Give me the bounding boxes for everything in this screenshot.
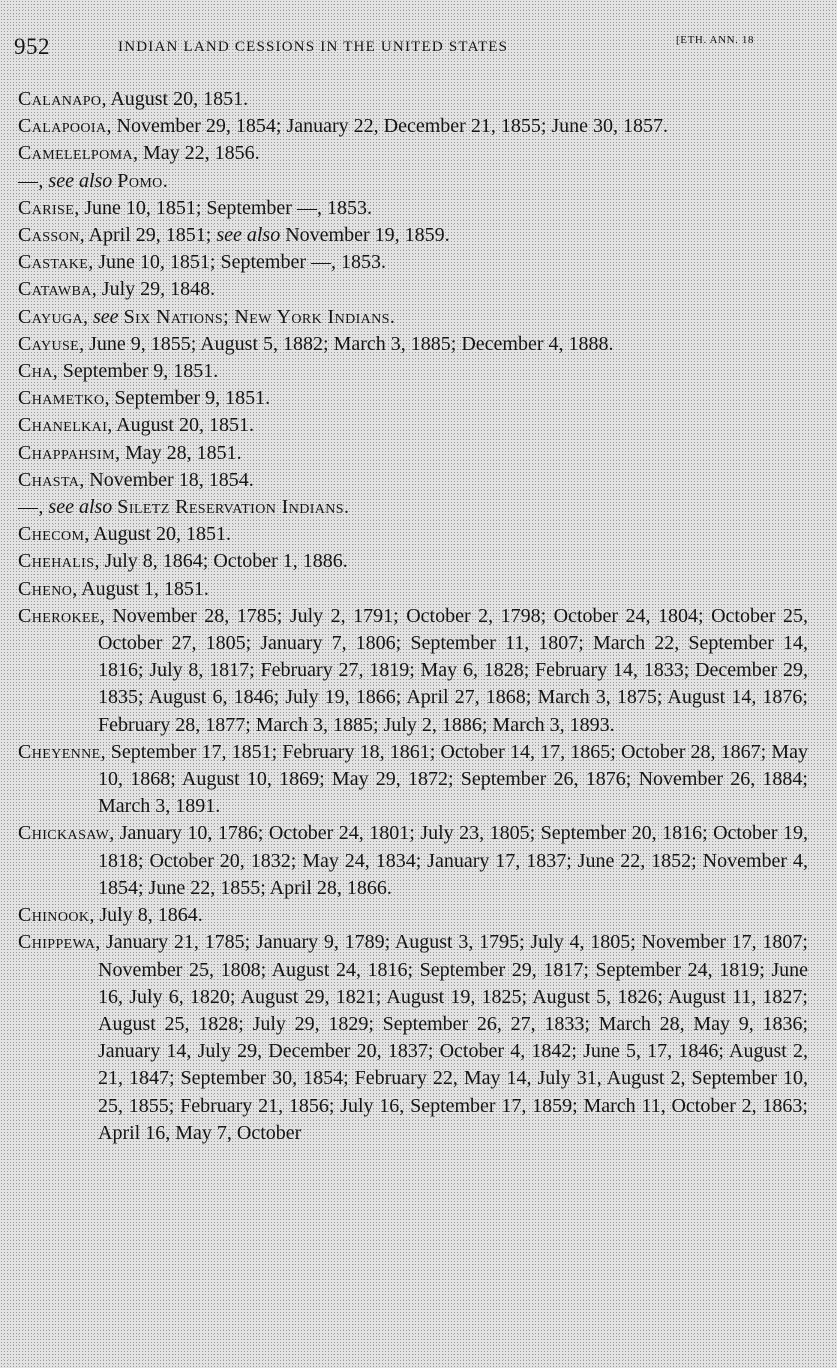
entry-text: , August 1, 1851. — [72, 577, 209, 600]
entry-text: , — [38, 496, 49, 519]
see-also-label: see also — [48, 169, 113, 192]
entry-name: Chinook — [18, 904, 90, 927]
running-title: INDIAN LAND CESSIONS IN THE UNITED STATES — [118, 39, 509, 55]
entry-text: , June 10, 1851; September —, 1853. — [88, 251, 386, 274]
see-also-label: see also — [216, 224, 281, 247]
entry-name: Cha — [18, 360, 53, 383]
entry-name: Cayuse — [18, 332, 80, 355]
entry-text: , July 8, 1864. — [89, 904, 203, 927]
entry-text: , — [38, 169, 49, 192]
index-entry — [18, 249, 808, 276]
entry-name: Camelelpoma — [18, 142, 133, 165]
index-entry — [18, 440, 808, 467]
entry-text: , November 18, 1854. — [79, 468, 254, 491]
cross-reference: November 19, 1859. — [280, 224, 450, 247]
entry-text: , September 9, 1851. — [104, 387, 271, 410]
page-header — [14, 34, 824, 64]
entry-name: Castake — [18, 251, 89, 274]
entry-name: — — [18, 496, 39, 519]
cross-reference: Pomo. — [117, 169, 169, 192]
index-entry — [18, 820, 808, 902]
index-entry — [18, 113, 808, 140]
entry-name: Chehalis — [18, 550, 95, 573]
entry-name: Cheno — [18, 577, 73, 600]
entry-text: , April 29, 1851; — [79, 224, 217, 247]
entry-text: , November 28, 1785; July 2, 1791; October 2, 1798; October 24, 1804; October 25, October 27, 1805; January 7, 1806; September 11, 1807; March 22, September 14, 1816; July 8, 1817; February 27, 1819; May 6, 1828; February 14, 1833; December 29, 1835; August 6, 1846; July 19, 1866; April 27, 1868; March 3, 1875; August 14, 1876; February 28, 1877; March 3, 1885; July 2, 1886; March 3, 1893. — [98, 604, 808, 736]
entry-text: , — [83, 305, 94, 328]
entry-name: — — [18, 169, 39, 192]
index-entry — [18, 304, 808, 331]
entry-text: , August 20, 1851. — [84, 523, 231, 546]
cross-reference: Six Nations; New York Indians. — [123, 305, 396, 328]
entry-text: , August 20, 1851. — [101, 88, 249, 110]
entry-text: , May 28, 1851. — [114, 441, 242, 464]
entry-name: Chanelkai — [18, 414, 108, 437]
entry-text: , November 29, 1854; January 22, December 21, 1855; June 30, 1857. — [106, 115, 669, 138]
running-reference: [ETH. ANN. 18 — [676, 34, 755, 46]
index-entry — [18, 902, 808, 929]
index-entry — [18, 331, 808, 358]
index-entry — [18, 494, 808, 521]
index-entry — [18, 548, 808, 575]
entry-name: Cheyenne — [18, 740, 101, 763]
index-entry — [18, 521, 808, 548]
entry-name: Cherokee — [18, 604, 100, 627]
entry-name: Chippewa — [18, 931, 96, 954]
index-entry — [18, 222, 808, 249]
index-entry — [18, 603, 808, 739]
index-entry — [18, 276, 808, 303]
index-entry — [18, 358, 808, 385]
entry-name: Chametko — [18, 387, 105, 410]
index-entry — [18, 86, 808, 113]
entry-name: Chappahsim — [18, 441, 115, 464]
see-also-label: see also — [48, 496, 113, 519]
entry-name: Chasta — [18, 468, 80, 491]
cross-reference: Siletz Reservation Indians. — [117, 496, 350, 519]
index-entry — [18, 140, 808, 167]
index-entry — [18, 467, 808, 494]
entry-name: Calapooia — [18, 115, 107, 138]
entry-text: , January 21, 1785; January 9, 1789; August 3, 1795; July 4, 1805; November 17, 1807; November 25, 1808; August 24, 1816; September 29, 1817; September 24, 1819; June 16, July 6, 1820; August 29, 1821; August 19, 1825; August 5, 1826; August 11, 1827; August 25, 1828; July 29, 1829; September 26, 27, 1833; March 28, May 9, 1836; January 14, July 29, December 20, 1837; October 4, 1842; June 5, 17, 1846; August 2, 21, 1847; September 30, 1854; February 22, May 14, July 31, August 2, September 10, 25, 1855; February 21, 1856; July 16, September 17, 1859; March 11, October 2, 1863; April 16, May 7, October — [95, 931, 808, 1144]
entry-text: , June 10, 1851; September —, 1853. — [74, 196, 372, 219]
see-label: see — [93, 305, 119, 328]
entry-text: , September 9, 1851. — [52, 360, 219, 383]
entry-text: , June 9, 1855; August 5, 1882; March 3, 1885; December 4, 1888. — [79, 332, 614, 355]
entry-text: , July 29, 1848. — [91, 278, 216, 301]
entry-text: , September 17, 1851; February 18, 1861; October 14, 17, 1865; October 28, 1867; May 10, 1868; August 10, 1869; May 29, 1872; September 26, 1876; November 26, 1884; March 3, 1891. — [98, 740, 808, 818]
index-entry — [18, 168, 808, 195]
entry-name: Carise — [18, 196, 75, 219]
entry-name: Casson — [18, 224, 80, 247]
entry-text: , July 8, 1864; October 1, 1886. — [94, 550, 348, 573]
entry-name: Cayuga — [18, 305, 84, 328]
entry-name: Calanapo — [18, 88, 102, 110]
index-entry — [18, 576, 808, 603]
entry-text: , August 20, 1851. — [107, 414, 254, 437]
entry-name: Checom — [18, 523, 85, 546]
index-entry — [18, 195, 808, 222]
page-number: 952 — [14, 34, 50, 59]
index-entry — [18, 739, 808, 821]
index-entry — [18, 385, 808, 412]
entry-name: Chickasaw — [18, 822, 110, 845]
entry-name: Catawba — [18, 278, 92, 301]
entry-text: , May 22, 1856. — [132, 142, 260, 165]
index-entry — [18, 412, 808, 439]
index-entry — [18, 929, 808, 1147]
entry-text: , January 10, 1786; October 24, 1801; July 23, 1805; September 20, 1816; October 19, 1818; October 20, 1832; May 24, 1834; January 17, 1837; June 22, 1852; November 4, 1854; June 22, 1855; April 28, 1866. — [98, 822, 808, 899]
index-entries — [18, 86, 808, 1147]
